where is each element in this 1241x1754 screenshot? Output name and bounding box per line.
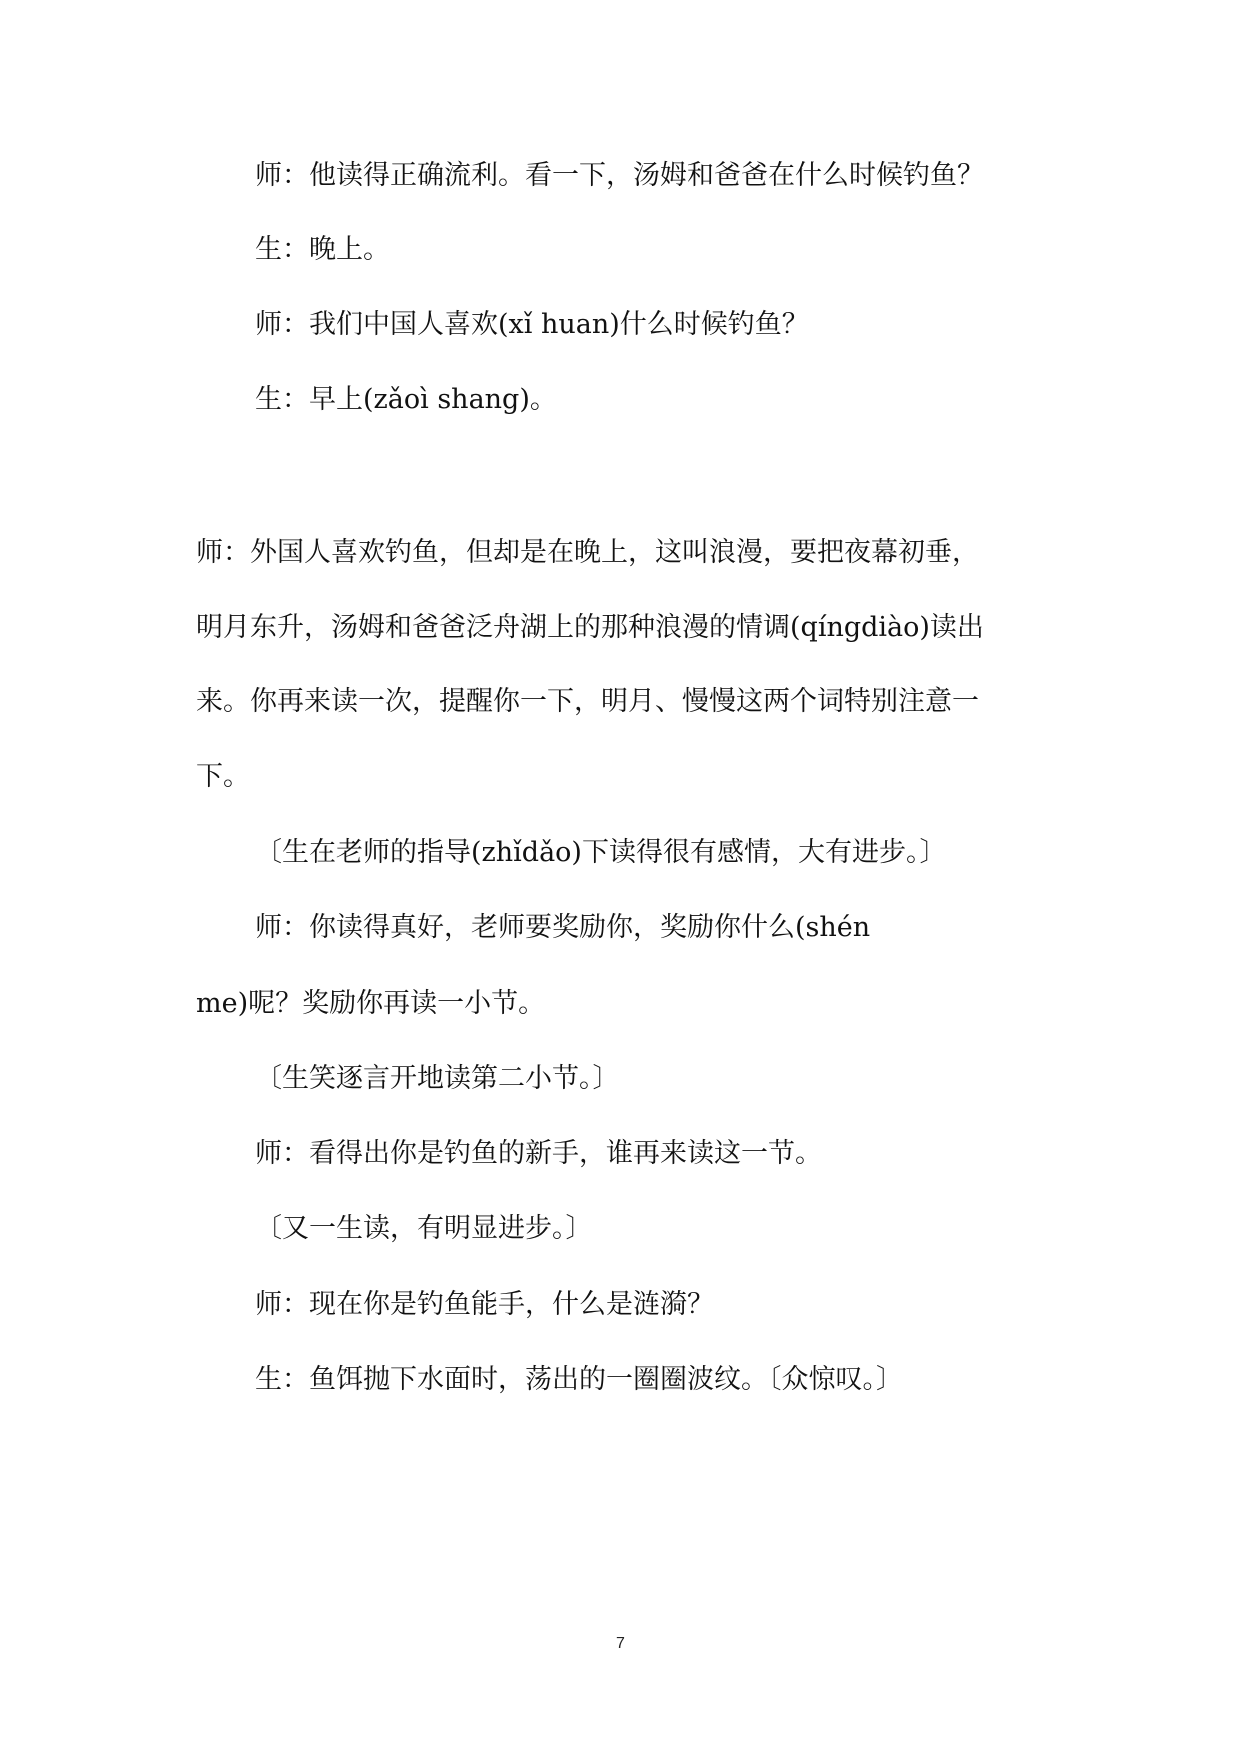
paragraph-line-3: 师：我们中国人喜欢(xǐ huan)什么时候钓鱼？ — [255, 309, 809, 340]
paragraph-line-4: 生：早上(zǎoì shang)。 — [255, 384, 557, 415]
paragraph-line-11: me)呢？奖励你再读一小节。 — [196, 988, 546, 1019]
paragraph-line-13: 师：看得出你是钓鱼的新手，谁再来读这一节。 — [255, 1138, 822, 1169]
paragraph-line-8: 下。 — [196, 761, 250, 792]
paragraph-line-5: 师：外国人喜欢钓鱼，但却是在晚上，这叫浪漫，要把夜幕初垂， — [196, 537, 979, 568]
paragraph-line-1: 师：他读得正确流利。看一下，汤姆和爸爸在什么时候钓鱼？ — [255, 160, 984, 191]
paragraph-line-16: 生：鱼饵抛下水面时，荡出的一圈圈波纹。〔众惊叹。〕 — [255, 1364, 903, 1395]
paragraph-line-9: 〔生在老师的指导(zhǐdǎo)下读得很有感情，大有进步。〕 — [255, 837, 947, 868]
paragraph-line-15: 师：现在你是钓鱼能手，什么是涟漪？ — [255, 1289, 714, 1320]
paragraph-line-12: 〔生笑逐言开地读第二小节。〕 — [255, 1063, 620, 1094]
paragraph-line-6: 明月东升，汤姆和爸爸泛舟湖上的那种浪漫的情调(qíngdiào)读出 — [196, 612, 984, 643]
paragraph-line-2: 生：晚上。 — [255, 234, 390, 265]
page-number: 7 — [616, 1635, 625, 1652]
paragraph-line-14: 〔又一生读，有明显进步。〕 — [255, 1213, 593, 1244]
paragraph-line-7: 来。你再来读一次，提醒你一下，明月、慢慢这两个词特别注意一 — [196, 686, 979, 717]
paragraph-line-10: 师：你读得真好，老师要奖励你，奖励你什么(shén — [255, 912, 871, 943]
